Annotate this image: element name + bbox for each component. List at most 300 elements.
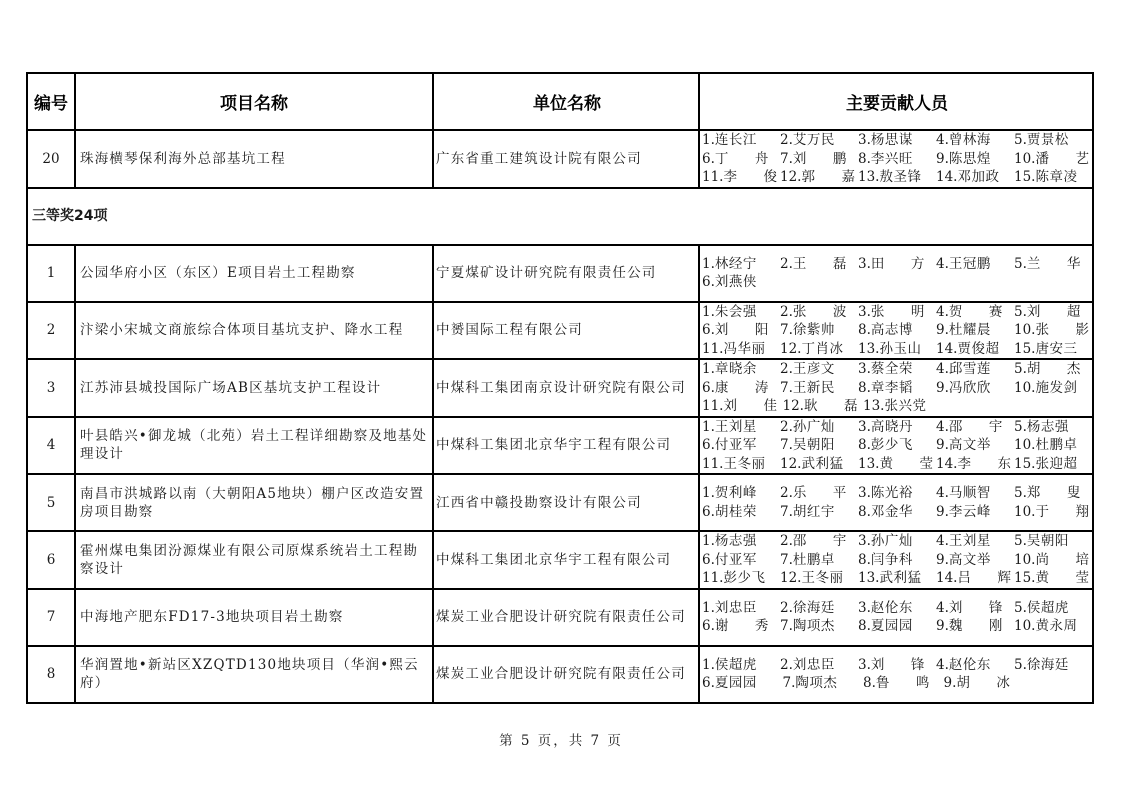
contributor xyxy=(1014,131,1092,150)
contributor-name: 夏园园 xyxy=(714,675,757,691)
project-name: 汴梁小宋城文商旅综合体项目基坑支护、降水工程 xyxy=(75,302,433,360)
contributor-index: 7. xyxy=(780,437,793,453)
contributors-line xyxy=(702,484,1092,503)
contributor-index: 14. xyxy=(936,455,958,472)
contributor-index: 1. xyxy=(702,485,715,501)
contributor-index: 2. xyxy=(780,533,793,549)
contributors-line xyxy=(702,397,1092,416)
contributor xyxy=(858,484,936,503)
contributor-index: 2. xyxy=(780,255,793,272)
project-name: 珠海横琴保利海外总部基坑工程 xyxy=(75,130,433,188)
contributor-name: 邓金华 xyxy=(870,503,913,520)
awards-table xyxy=(26,72,1094,704)
contributor-name: 陈思煌 xyxy=(948,150,991,167)
contributor-index: 6. xyxy=(702,437,715,453)
contributor xyxy=(702,484,780,503)
contributors xyxy=(699,474,1093,531)
contributor xyxy=(780,599,858,618)
contributor-name: 邱雪莲 xyxy=(948,361,991,377)
contributor xyxy=(858,321,936,340)
contributor-name: 张 波 xyxy=(792,303,847,320)
row-number: 5 xyxy=(27,474,75,531)
contributor-name: 鲁 鸣 xyxy=(875,675,930,691)
contributor-name: 施发剑 xyxy=(1035,379,1078,396)
contributor-name: 兰 华 xyxy=(1026,255,1081,272)
contributor xyxy=(1014,656,1092,675)
contributor-name: 李 俊 xyxy=(723,169,778,185)
contributor xyxy=(936,551,1014,570)
contributor xyxy=(858,131,936,150)
contributor-name: 马顺智 xyxy=(948,485,991,501)
contributor-index: 9. xyxy=(936,379,949,396)
contributor-index: 7. xyxy=(780,618,793,634)
contributor-name: 胡 杰 xyxy=(1026,361,1081,377)
contributor xyxy=(858,599,936,618)
contributor-index: 3. xyxy=(858,533,871,549)
contributor-index: 4. xyxy=(936,361,949,377)
contributor-index: 15. xyxy=(1014,340,1036,357)
contributor xyxy=(936,255,1014,274)
contributor-index: 1. xyxy=(702,303,715,320)
contributor-name: 彭少飞 xyxy=(723,570,766,586)
contributor-name: 刘 鹏 xyxy=(792,150,847,167)
contributor xyxy=(1014,150,1092,169)
table-row xyxy=(27,245,1093,302)
table-header-row xyxy=(27,73,1093,130)
contributor-name: 王冬丽 xyxy=(723,455,766,472)
contributor-index: 8. xyxy=(858,150,871,167)
contributor-name: 陈光裕 xyxy=(870,485,913,501)
contributor-index: 3. xyxy=(858,418,871,435)
contributor xyxy=(780,321,858,340)
row-number: 2 xyxy=(27,302,75,360)
contributor-index: 1. xyxy=(702,132,715,148)
contributor-name: 李云峰 xyxy=(948,503,991,520)
contributors xyxy=(699,646,1093,703)
contributors xyxy=(699,531,1093,589)
contributor-name: 贺利峰 xyxy=(714,485,757,501)
contributor xyxy=(1014,321,1092,340)
project-name: 霍州煤电集团汾源煤业有限公司原煤系统岩土工程勘察设计 xyxy=(75,531,433,589)
contributor xyxy=(858,656,936,675)
contributor-index: 15. xyxy=(1014,570,1036,586)
contributor-name: 邵 宇 xyxy=(792,533,847,549)
contributor-index: 5. xyxy=(1014,132,1027,148)
contributor xyxy=(863,674,944,693)
contributor xyxy=(1014,532,1092,551)
contributor-name: 张兴党 xyxy=(884,398,927,414)
project-name: 中海地产肥东FD17-3地块项目岩土勘察 xyxy=(75,589,433,646)
contributor-name: 武利猛 xyxy=(879,570,922,586)
project-name: 江苏沛县城投国际广场AB区基坑支护工程设计 xyxy=(75,359,433,417)
contributor xyxy=(702,674,783,693)
contributor-index: 14. xyxy=(936,340,958,357)
contributor-index: 11. xyxy=(702,340,724,357)
contributor xyxy=(780,168,858,187)
contributor xyxy=(780,131,858,150)
contributor-index: 1. xyxy=(702,533,715,549)
contributor-index: 12. xyxy=(780,340,802,357)
contributor xyxy=(702,436,780,455)
contributor xyxy=(702,532,780,551)
table-row xyxy=(27,359,1093,417)
contributor xyxy=(702,397,783,416)
contributor-name: 赵伦东 xyxy=(948,656,991,673)
contributor-index: 5. xyxy=(1014,533,1027,549)
contributors-line xyxy=(702,532,1092,551)
contributor xyxy=(936,168,1014,187)
contributor-name: 王 磊 xyxy=(792,255,847,272)
contributor xyxy=(702,418,780,437)
contributors-line xyxy=(702,273,1092,292)
contributor-name: 贾俊超 xyxy=(957,340,1000,357)
contributor xyxy=(863,397,944,416)
table-body xyxy=(27,130,1093,703)
contributor-name: 李 东 xyxy=(957,455,1012,472)
contributor xyxy=(936,599,1014,618)
row-number: 3 xyxy=(27,359,75,417)
contributor-name: 丁肖冰 xyxy=(801,340,844,357)
contributor-name: 蔡全荣 xyxy=(870,361,913,377)
contributor-name: 黄 莹 xyxy=(1035,570,1090,586)
contributor-name: 乐 平 xyxy=(792,485,847,501)
contributor-name: 杨志强 xyxy=(714,533,757,549)
header-unit: 单位名称 xyxy=(433,73,699,130)
contributors-line xyxy=(702,455,1092,474)
contributor-index: 2. xyxy=(780,361,793,377)
contributor xyxy=(1014,484,1092,503)
contributor-name: 胡红宇 xyxy=(792,503,835,520)
contributor-name: 王彦文 xyxy=(792,361,835,377)
contributor xyxy=(780,503,858,522)
header-people: 主要贡献人员 xyxy=(699,73,1093,130)
contributor-index: 2. xyxy=(780,485,793,501)
contributor xyxy=(702,131,780,150)
project-name: 公园华府小区（东区）E项目岩土工程勘察 xyxy=(75,245,433,302)
contributor xyxy=(702,340,780,359)
contributor xyxy=(858,532,936,551)
contributor xyxy=(780,340,858,359)
contributors-line xyxy=(702,656,1092,675)
contributor-name: 徐海廷 xyxy=(1026,656,1069,673)
contributor-name: 林经宁 xyxy=(714,255,757,272)
contributors xyxy=(699,359,1093,417)
contributor-name: 胡桂荣 xyxy=(714,503,757,520)
contributors xyxy=(699,245,1093,302)
table-row xyxy=(27,646,1093,703)
contributor-index: 8. xyxy=(858,379,871,396)
contributors-line xyxy=(702,436,1092,455)
contributor-index: 8. xyxy=(858,437,871,453)
contributor-name: 陶项杰 xyxy=(792,618,835,634)
contributor xyxy=(858,551,936,570)
contributor-index: 1. xyxy=(702,418,715,435)
contributor xyxy=(1014,360,1092,379)
table-row xyxy=(27,302,1093,360)
header-project: 项目名称 xyxy=(75,73,433,130)
contributor xyxy=(936,569,1014,588)
contributor-index: 4. xyxy=(936,599,949,616)
contributor xyxy=(858,436,936,455)
contributor-index: 2. xyxy=(780,599,793,616)
contributor-index: 6. xyxy=(702,675,715,691)
contributor-index: 3. xyxy=(858,599,871,616)
contributor-index: 10. xyxy=(1014,379,1036,396)
contributor-index: 4. xyxy=(936,533,949,549)
contributor xyxy=(858,360,936,379)
contributor xyxy=(1014,436,1092,455)
contributor-index: 7. xyxy=(782,675,796,691)
contributor-index: 5. xyxy=(1014,656,1027,673)
contributor xyxy=(1014,617,1092,636)
contributor xyxy=(702,168,780,187)
contributor-name: 高文举 xyxy=(948,437,991,453)
contributor-name: 张迎超 xyxy=(1035,455,1078,472)
contributor-name: 孙广灿 xyxy=(792,418,835,435)
contributor-index: 7. xyxy=(780,150,793,167)
contributor xyxy=(780,303,858,322)
row-number: 4 xyxy=(27,417,75,475)
contributor-index: 6. xyxy=(702,618,715,634)
contributor xyxy=(780,360,858,379)
contributor-name: 尚 培 xyxy=(1035,551,1090,568)
contributor xyxy=(702,656,780,675)
contributor xyxy=(936,532,1014,551)
contributor-index: 5. xyxy=(1014,255,1027,272)
contributor-name: 丁 舟 xyxy=(714,150,769,167)
contributor-index: 12. xyxy=(780,455,802,472)
table-row xyxy=(27,130,1093,188)
unit-name: 中赟国际工程有限公司 xyxy=(433,302,699,360)
contributor-index: 1. xyxy=(702,656,715,673)
contributor-index: 2. xyxy=(780,656,793,673)
contributors-line xyxy=(702,569,1092,588)
contributor-name: 王刘星 xyxy=(948,533,991,549)
contributors-line xyxy=(702,321,1092,340)
contributor xyxy=(1014,255,1092,274)
contributor xyxy=(702,273,783,292)
contributor xyxy=(1014,340,1092,359)
contributor-index: 8. xyxy=(858,322,871,338)
contributor-index: 4. xyxy=(936,255,949,272)
contributor xyxy=(1014,303,1092,322)
contributor-index: 6. xyxy=(702,551,715,568)
contributor-name: 刘 锋 xyxy=(948,599,1003,616)
contributor-name: 王新民 xyxy=(792,379,835,396)
contributor-index: 7. xyxy=(780,322,793,338)
contributor-name: 耿 磊 xyxy=(803,398,858,414)
contributor xyxy=(780,379,858,398)
contributor-name: 高志博 xyxy=(870,322,913,338)
contributor-name: 付亚军 xyxy=(714,551,757,568)
contributor-index: 3. xyxy=(858,255,871,272)
contributor-name: 谢 秀 xyxy=(714,618,769,634)
contributor xyxy=(780,455,858,474)
contributor-index: 12. xyxy=(780,570,802,586)
contributor xyxy=(1014,418,1092,437)
contributor-name: 章晓余 xyxy=(714,361,757,377)
contributor xyxy=(1014,569,1092,588)
contributor-name: 章李韬 xyxy=(870,379,913,396)
contributor-index: 10. xyxy=(1014,551,1036,568)
contributor-index: 15. xyxy=(1014,455,1036,472)
contributor-index: 9. xyxy=(936,150,949,167)
contributor-index: 5. xyxy=(1014,361,1027,377)
contributor xyxy=(780,532,858,551)
contributors-line xyxy=(702,617,1092,636)
contributor-name: 刘 阳 xyxy=(714,322,769,338)
contributor-index: 6. xyxy=(702,274,715,290)
contributors-line xyxy=(702,379,1092,398)
contributor xyxy=(780,569,858,588)
contributor-name: 刘忠臣 xyxy=(714,599,757,616)
contributors-line xyxy=(702,503,1092,522)
contributors-line xyxy=(702,360,1092,379)
unit-name: 煤炭工业合肥设计研究院有限责任公司 xyxy=(433,589,699,646)
contributor-name: 邵 宇 xyxy=(948,418,1003,435)
contributor-index: 2. xyxy=(780,303,793,320)
contributor-index: 10. xyxy=(1014,150,1036,167)
row-number: 20 xyxy=(27,130,75,188)
contributor xyxy=(780,484,858,503)
contributor-name: 侯超虎 xyxy=(1026,599,1069,616)
contributor-name: 吕 辉 xyxy=(957,570,1012,586)
contributor-name: 侯超虎 xyxy=(714,656,757,673)
contributor-index: 1. xyxy=(702,255,715,272)
contributor-name: 吴朝阳 xyxy=(1026,533,1069,549)
contributor-name: 刘 佳 xyxy=(723,398,778,414)
contributor-index: 5. xyxy=(1014,599,1027,616)
contributor-index: 4. xyxy=(936,485,949,501)
contributor-index: 3. xyxy=(858,132,871,148)
contributor xyxy=(858,255,936,274)
contributor-name: 潘 艺 xyxy=(1035,150,1090,167)
table-row xyxy=(27,589,1093,646)
contributor-name: 陈章凌 xyxy=(1035,169,1078,185)
contributor xyxy=(936,303,1014,322)
contributor-name: 徐海廷 xyxy=(792,599,835,616)
contributor-name: 郑 叟 xyxy=(1026,485,1081,501)
contributor-index: 9. xyxy=(936,437,949,453)
contributor-name: 李兴旺 xyxy=(870,150,913,167)
contributor-name: 黄 莹 xyxy=(879,455,934,472)
contributor xyxy=(1014,503,1092,522)
contributor-name: 黄永周 xyxy=(1035,618,1078,634)
contributor-index: 12. xyxy=(782,398,804,414)
contributor-index: 15. xyxy=(1014,169,1036,185)
contributor-index: 13. xyxy=(858,169,880,185)
contributor-index: 3. xyxy=(858,303,871,320)
contributor-name: 贺 赛 xyxy=(948,303,1003,320)
contributor-name: 高文举 xyxy=(948,551,991,568)
contributor xyxy=(936,455,1014,474)
contributor-name: 冯欣欣 xyxy=(948,379,991,396)
contributor xyxy=(780,150,858,169)
contributor-index: 1. xyxy=(702,599,715,616)
contributor-name: 贾景松 xyxy=(1026,132,1069,148)
row-number: 1 xyxy=(27,245,75,302)
contributor-index: 6. xyxy=(702,503,715,520)
contributor-name: 刘燕侠 xyxy=(714,274,757,290)
contributor xyxy=(858,168,936,187)
row-number: 7 xyxy=(27,589,75,646)
table-row xyxy=(27,417,1093,475)
contributor-index: 8. xyxy=(863,675,876,691)
contributor-name: 杨思谋 xyxy=(870,132,913,148)
table-row xyxy=(27,474,1093,531)
contributors-line xyxy=(702,340,1092,359)
contributor xyxy=(944,674,1025,693)
contributor-index: 12. xyxy=(780,169,802,185)
contributor xyxy=(936,436,1014,455)
contributor-name: 孙广灿 xyxy=(870,533,913,549)
contributor-name: 刘忠臣 xyxy=(792,656,835,673)
contributor-index: 2. xyxy=(780,132,793,148)
contributor-name: 郭 嘉 xyxy=(801,169,856,185)
contributor-name: 张 明 xyxy=(870,303,925,320)
contributor-index: 9. xyxy=(936,551,949,568)
contributor-index: 7. xyxy=(780,551,793,568)
contributor xyxy=(858,617,936,636)
project-name: 南昌市洪城路以南（大朝阳A5地块）棚户区改造安置房项目勘察 xyxy=(75,474,433,531)
contributor-index: 11. xyxy=(702,455,724,472)
contributor-index: 7. xyxy=(780,379,793,396)
contributor-name: 王冬丽 xyxy=(801,570,844,586)
contributor-index: 14. xyxy=(936,169,958,185)
contributor-name: 邓加政 xyxy=(957,169,1000,185)
contributor-name: 杜鹏卓 xyxy=(792,551,835,568)
contributor xyxy=(936,503,1014,522)
contributor xyxy=(702,255,780,274)
contributor-name: 连长江 xyxy=(714,132,757,148)
contributor-index: 13. xyxy=(858,340,880,357)
project-name: 叶县皓兴•御龙城（北苑）岩土工程详细勘察及地基处理设计 xyxy=(75,417,433,475)
contributor-index: 11. xyxy=(702,169,724,185)
contributor-index: 9. xyxy=(936,618,949,634)
contributor xyxy=(1014,455,1092,474)
contributor-index: 11. xyxy=(702,570,724,586)
contributor-index: 4. xyxy=(936,418,949,435)
contributor xyxy=(936,617,1014,636)
unit-name: 中煤科工集团北京华宇工程有限公司 xyxy=(433,417,699,475)
contributor xyxy=(936,131,1014,150)
table-row xyxy=(27,531,1093,589)
unit-name: 江西省中赣投勘察设计有限公司 xyxy=(433,474,699,531)
contributor xyxy=(702,455,780,474)
contributors-line xyxy=(702,418,1092,437)
contributor-name: 杜耀晨 xyxy=(948,322,991,338)
contributor-name: 武利猛 xyxy=(801,455,844,472)
contributor xyxy=(858,379,936,398)
contributor-name: 彭少飞 xyxy=(870,437,913,453)
unit-name: 中煤科工集团北京华宇工程有限公司 xyxy=(433,531,699,589)
contributor xyxy=(858,418,936,437)
contributor-index: 7. xyxy=(780,503,793,520)
contributor-name: 曾林海 xyxy=(948,132,991,148)
contributor-index: 8. xyxy=(858,551,871,568)
contributor-name: 赵伦东 xyxy=(870,599,913,616)
contributor xyxy=(783,397,864,416)
contributor-index: 6. xyxy=(702,322,715,338)
contributor xyxy=(936,321,1014,340)
unit-name: 煤炭工业合肥设计研究院有限责任公司 xyxy=(433,646,699,703)
contributor xyxy=(702,599,780,618)
contributor-index: 5. xyxy=(1014,485,1027,501)
contributor xyxy=(702,503,780,522)
contributor-index: 6. xyxy=(702,150,715,167)
contributor-name: 闫争科 xyxy=(870,551,913,568)
project-name: 华润置地•新站区XZQTD130地块项目（华润•熙云府） xyxy=(75,646,433,703)
